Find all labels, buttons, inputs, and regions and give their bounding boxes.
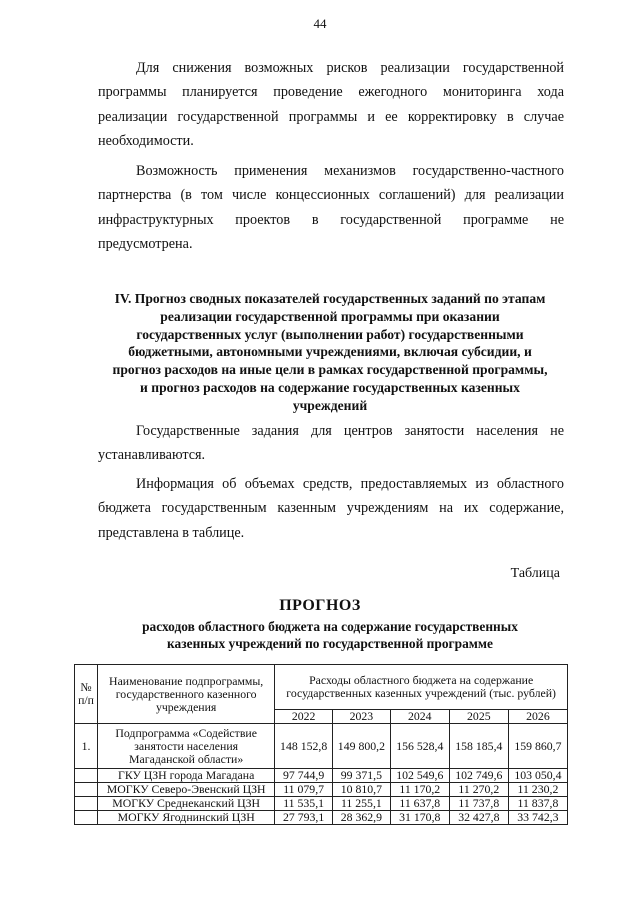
row-number [75, 783, 98, 797]
row-value: 158 185,4 [449, 724, 508, 769]
row-value: 11 737,8 [449, 797, 508, 811]
row-value: 11 079,7 [275, 783, 333, 797]
row-value: 27 793,1 [275, 811, 333, 825]
paragraph-risk-monitoring: Для снижения возможных рисков реализации государственной программы планируется проведение ежегодного мониторинга хода реализации государственной программы и ее корректировку в случае необходимости. [98, 60, 564, 150]
paragraph-state-assignments: Государственные задания для центров занятости населения не устанавливаются. [98, 423, 564, 464]
row-value: 148 152,8 [275, 724, 333, 769]
row-name: Подпрограмма «Содействие занятости населения Магаданской области» [98, 724, 275, 769]
table-title: ПРОГНОЗ [279, 597, 361, 614]
row-value: 11 637,8 [390, 797, 449, 811]
table-row [75, 811, 568, 825]
row-value: 102 549,6 [390, 769, 449, 783]
header-year: 2023 [333, 710, 391, 724]
row-value: 11 230,2 [508, 783, 567, 797]
table-header-row [75, 665, 568, 710]
row-value: 97 744,9 [275, 769, 333, 783]
row-name: МОГКУ Ягоднинский ЦЗН [98, 811, 275, 825]
row-number [75, 797, 98, 811]
table-caption: Таблица [510, 566, 560, 581]
header-name: Наименование подпрограммы, государственного казенного учреждения [98, 665, 275, 724]
row-name: МОГКУ Среднеканский ЦЗН [98, 797, 275, 811]
row-name: МОГКУ Северо-Эвенский ЦЗН [98, 783, 275, 797]
row-value: 11 255,1 [333, 797, 391, 811]
page-number: 44 [313, 16, 327, 31]
row-value: 103 050,4 [508, 769, 567, 783]
section-heading: IV. Прогноз сводных показателей государственных заданий по этапам реализации государственной программы при оказании государственных услуг (выполнении работ) государственными бюджетными, автономными учреждениями, включая субсидии, и прогноз расходов на иные цели в рамках государственной программы, и прогноз расходов на содержание государственных казенных учреждений [112, 291, 548, 413]
row-value: 102 749,6 [449, 769, 508, 783]
row-value: 11 170,2 [390, 783, 449, 797]
row-value: 11 270,2 [449, 783, 508, 797]
row-number [75, 811, 98, 825]
header-expenses: Расходы областного бюджета на содержание государственных казенных учреждений (тыс. рублей) [275, 665, 568, 710]
table-row [75, 783, 568, 797]
row-value: 149 800,2 [333, 724, 391, 769]
header-year: 2026 [508, 710, 567, 724]
paragraph-funding-information: Информация об объемах средств, предоставляемых из областного бюджета государственным казенным учреждениям на их содержание, представлена в таблице. [98, 476, 564, 541]
header-year: 2022 [275, 710, 333, 724]
row-value: 11 837,8 [508, 797, 567, 811]
row-value: 28 362,9 [333, 811, 391, 825]
table-row [75, 797, 568, 811]
table-row [75, 769, 568, 783]
row-name: ГКУ ЦЗН города Магадана [98, 769, 275, 783]
row-value: 11 535,1 [275, 797, 333, 811]
row-number [75, 769, 98, 783]
row-value: 31 170,8 [390, 811, 449, 825]
row-value: 10 810,7 [333, 783, 391, 797]
row-value: 156 528,4 [390, 724, 449, 769]
table-subtitle: расходов областного бюджета на содержание государственных казенных учреждений по государственной программе [142, 619, 518, 651]
header-year: 2024 [390, 710, 449, 724]
row-number: 1. [75, 724, 98, 769]
expenses-forecast-table [74, 664, 568, 825]
row-value: 33 742,3 [508, 811, 567, 825]
paragraph-public-private-partnership: Возможность применения механизмов государственно-частного партнерства (в том числе концессионных соглашений) для реализации инфраструктурных проектов в государственной программе не предусмотрена. [98, 163, 564, 253]
row-value: 32 427,8 [449, 811, 508, 825]
header-year: 2025 [449, 710, 508, 724]
row-value: 159 860,7 [508, 724, 567, 769]
table-row [75, 724, 568, 769]
header-number: № п/п [75, 665, 98, 724]
row-value: 99 371,5 [333, 769, 391, 783]
